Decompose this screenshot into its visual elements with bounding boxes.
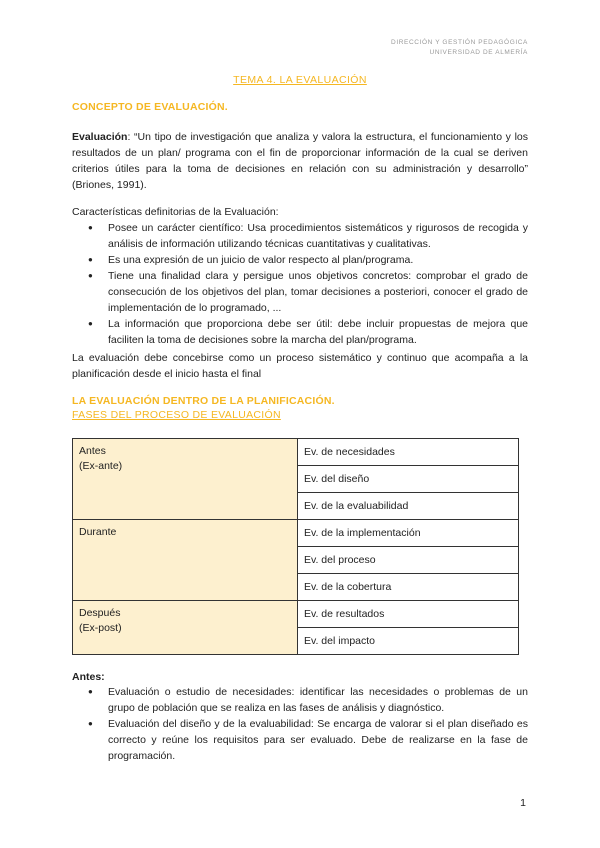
characteristics-list <box>72 220 528 348</box>
list-item: ● Tiene una finalidad clara y persigue unos objetivos concretos: comprobar el grado de consecución de los objetivos del plan, tomar decisiones a posteriori, conocer el grado de implementación de lo programado, ... <box>108 268 528 316</box>
table-row <box>73 439 519 466</box>
table-cell: Ev. del proceso <box>298 547 519 574</box>
phase-durante-cell <box>73 520 298 601</box>
antes-list <box>72 684 528 764</box>
page-number: 1 <box>520 797 526 809</box>
section-heading-planificacion: LA EVALUACIÓN DENTRO DE LA PLANIFICACIÓN. <box>72 395 335 407</box>
phase-sublabel: (Ex-ante) <box>79 460 123 472</box>
list-item: ● Evaluación del diseño y de la evaluabilidad: Se encarga de valorar si el plan diseñado es correcto y reúne los requisitos para ser evaluado. Debe de realizarse en la fase de programación. <box>108 716 528 764</box>
table-cell: Ev. del impacto <box>298 628 519 655</box>
list-item: ● La información que proporciona debe ser útil: debe incluir propuestas de mejora que faciliten la toma de decisiones sobre la marcha del plan/programa. <box>108 316 528 348</box>
document-title: TEMA 4. LA EVALUACIÓN <box>233 74 367 86</box>
antes-heading: Antes: <box>72 671 105 683</box>
table-cell: Ev. de la cobertura <box>298 574 519 601</box>
phase-label: Durante <box>79 526 117 538</box>
table-cell: Ev. de la implementación <box>298 520 519 547</box>
closing-paragraph: La evaluación debe concebirse como un proceso sistemático y continuo que acompaña a la planificación desde el inicio hasta el final <box>72 352 528 380</box>
header-line-2: UNIVERSIDAD DE ALMERÍA <box>429 49 528 56</box>
table-cell: Ev. del diseño <box>298 466 519 493</box>
characteristics-intro: Características definitorias de la Evaluación: <box>72 206 279 218</box>
table-cell: Ev. de necesidades <box>298 439 519 466</box>
header-line-1: DIRECCIÓN Y GESTIÓN PEDAGÓGICA <box>391 39 528 46</box>
list-item: ● Posee un carácter científico: Usa procedimientos sistemáticos y rigurosos de recogida y análisis de información utilizando técnicas cuantitativas y cualitativas. <box>108 220 528 252</box>
phase-despues-cell <box>73 601 298 655</box>
phases-table <box>72 438 519 655</box>
phase-sublabel: (Ex-post) <box>79 622 122 634</box>
definition-text: : “Un tipo de investigación que analiza y valora la estructura, el funcionamiento y los resultados de un plan/ programa con el fin de proporcionar información de la cual se deriven criterios útiles para la toma de decisiones en relación con su administración y desarrollo” (Briones, 1991). <box>72 131 528 191</box>
table-row <box>73 520 519 547</box>
table-cell: Ev. de resultados <box>298 601 519 628</box>
table-row <box>73 601 519 628</box>
phase-label: Después <box>79 607 121 619</box>
list-item: ● Es una expresión de un juicio de valor respecto al plan/programa. <box>108 252 528 268</box>
definition-term: Evaluación <box>72 131 128 143</box>
section-heading-concepto: CONCEPTO DE EVALUACIÓN. <box>72 101 228 113</box>
table-cell: Ev. de la evaluabilidad <box>298 493 519 520</box>
list-item: ● Evaluación o estudio de necesidades: identificar las necesidades o problemas de un grupo de población que se realiza en las fases de análisis y diagnóstico. <box>108 684 528 716</box>
definition-paragraph <box>72 129 528 193</box>
phase-antes-cell <box>73 439 298 520</box>
page-header <box>391 38 528 58</box>
subheading-fases: FASES DEL PROCESO DE EVALUACIÓN <box>72 409 281 421</box>
phase-label: Antes <box>79 445 106 457</box>
